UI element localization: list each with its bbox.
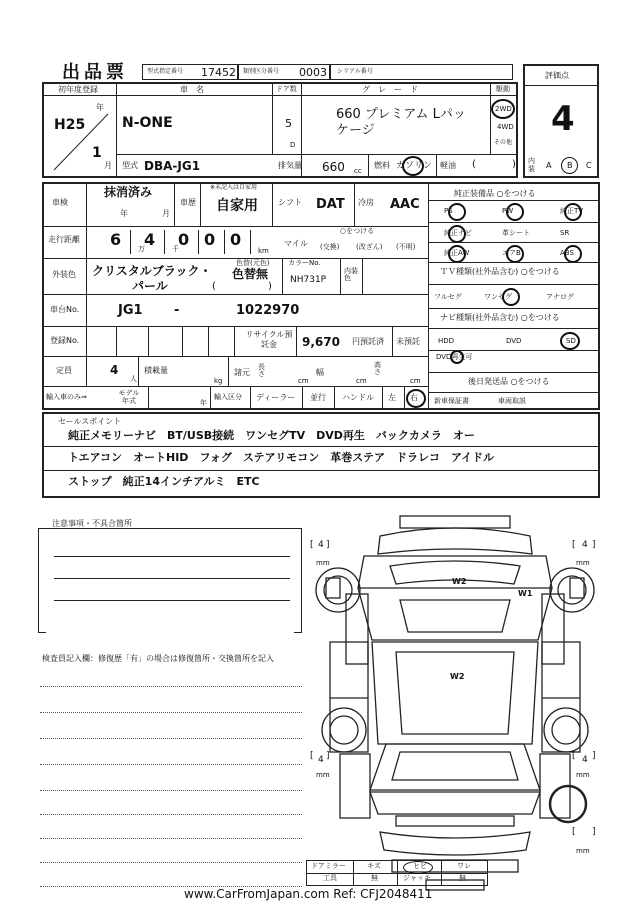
drive-2wd: 2WD [495,105,512,113]
model-year-label: モデル年式 [118,389,140,405]
light-oil-label: 軽油 [440,161,456,170]
chassis-dash: - [174,303,180,318]
model-year-unit: 年 [200,399,207,407]
equipment-item: 純正AW [444,249,470,257]
recycle-unit: 円預託済 [352,337,384,346]
serial-label: シリアル番号 [337,68,373,75]
model-cert-value: 17452 [201,66,236,79]
equipment-item: 純正ナビ [444,229,472,237]
repaint-value: 色替無 [232,267,269,281]
equipment-circle [448,203,466,221]
tools-none: 無 [371,874,378,882]
fuel-value: ガソリン [396,161,433,171]
mileage-digit: 4 [144,230,156,249]
recycle-no: 未預託 [396,337,420,346]
class-no-label: 類別区分番号 [243,68,280,75]
equipment-item: PW [502,207,514,215]
history-label: 車歴 [180,198,196,207]
repaint-paren-open: ( [212,281,216,292]
tv-item: フルセグ [434,293,462,301]
spare-mm: mm [576,847,590,855]
spare-bracket-r: ] [592,827,596,837]
handle-label: ハンドル [342,393,374,402]
dvd-play: DVD再生可 [436,353,473,361]
first-reg-month: 1 [92,145,102,161]
score-value: 4 [551,99,575,139]
aftermarket-title: 後日発送品 ○をつける [468,377,550,386]
damage-mark-roof: W2 [450,672,465,681]
serial-cell [330,64,513,80]
equipment-item: 純正TV [560,207,584,215]
equipment-circle [448,225,466,243]
tire-rl-mm: mm [316,771,330,779]
interior-label: 内装 [528,157,535,173]
caution-box [38,528,302,632]
interior-a: A [546,161,552,170]
tire-fl-bracket-l: [ [310,540,314,550]
spare-bracket-l: [ [572,827,576,837]
month-unit: 月 [104,161,112,170]
tire-rr-mm: mm [576,771,590,779]
damage-mark-front: W2 [452,577,467,586]
dims-width-cm: cm [356,377,367,385]
equipment-panel [428,182,600,410]
sales-points-block [42,412,600,498]
tire-rr-depth: 4 [582,755,588,765]
mileage-digit: 0 [230,230,242,249]
color-line1: クリスタルブラック・ [92,264,212,278]
mileage-digit: 0 [204,230,216,249]
dims-label: 諸元 [234,368,250,377]
repaint-label: 色替(元色) [236,259,270,267]
sales-label: セールスポイント [58,417,122,426]
year-unit: 年 [96,103,104,112]
doors-unit: D [290,141,296,149]
dims-length: 長さ [258,363,265,378]
mileage-km: km [258,247,269,255]
displacement-value: 660 [322,160,345,174]
inspection-month-unit: 月 [162,209,170,218]
model-cert-label: 型式指定番号 [147,68,184,75]
interior-b: B [567,161,573,170]
model-cert-cell [142,64,238,80]
capacity-label: 定員 [56,366,72,375]
handle-right: 右 [410,393,418,402]
load-label: 積載量 [144,366,168,375]
recycle-value: 9,670 [302,335,340,349]
shift-value: DAT [316,197,345,212]
cc-unit: cc [354,167,362,175]
tv-item: ワンセグ [484,293,512,301]
color-label: 外装色 [52,270,76,279]
tv-item: アナログ [546,293,574,301]
first-reg-label: 初年度登録 [58,85,98,94]
nav-item: HDD [438,337,455,345]
chassis-prefix: JG1 [118,303,143,318]
break-label: ワレ [457,862,471,870]
import-dealer: ディーラー [256,393,296,402]
color-no-label: カラーNo. [288,259,321,267]
tv-circle [502,288,520,306]
tire-rl-bracket-r: ] [326,751,330,761]
color-line2: パール [132,279,168,293]
nav-item: SD [566,337,576,345]
import-type-label: 輸入区分 [214,393,242,401]
door-mirror-label: ドアミラー [311,862,346,870]
history-note: ※未記入は自家用 [210,184,258,191]
mileage-man: 万 [138,245,145,253]
fuel-circle [402,156,424,176]
mile-label: マイル [284,239,308,248]
recycle-label: リサイクル預託金 [245,330,293,349]
nav-item: DVD [506,337,522,345]
color-no-value: NH731P [290,275,327,285]
dims-width: 幅 [316,368,324,377]
grade-line2: ケージ [336,123,375,138]
dvd-circle [450,350,464,364]
chassis-label: 車台No. [50,305,80,314]
caution-label: 注意事項・不具合箇所 [52,519,132,528]
fuel-paren-open: ( [472,159,476,170]
equipment-item: ABS [560,249,574,257]
tire-fl-bracket-r: ] [326,540,330,550]
interior-c: C [586,161,592,170]
sales-line1: 純正メモリーナビ BT/USB接続 ワンセグTV DVD再生 バックカメラ オー [68,429,475,442]
mileage-digit: 6 [110,230,122,249]
aftermarket-item: 車両取説 [498,397,526,405]
int-color-label: 内装色 [344,267,358,282]
model-label: 型式 [122,161,138,170]
first-reg-slash [50,110,112,176]
history-value: 自家用 [216,198,258,214]
equipment-item: エアB [502,249,521,257]
tools-label: 工具 [323,874,337,882]
doors-label: ドア数 [276,85,297,93]
tire-fl-mm: mm [316,559,330,567]
mileage-unknown: (不明) [396,243,416,251]
car-name-value: N-ONE [122,115,173,131]
reg-label: 登録No. [50,336,80,345]
tv-title: ＴＶ種類(社外品含む) ○をつける [440,267,560,276]
watermark: www.CarFromJapan.com Ref: CFJ2048411 [184,887,433,901]
fuel-paren-close: ) [512,159,516,170]
import-label: 輸入車のみ⇒ [46,393,87,401]
drive-other: その他 [494,139,513,146]
model-value: DBA-JG1 [144,159,201,173]
mileage-digits [104,226,274,258]
dims-length-cm: cm [298,377,309,385]
inspection-year-unit: 年 [120,209,128,218]
aircon-value: AAC [390,197,420,212]
mileage-sen: 千 [172,245,179,253]
mileage-exchange: (交換) [320,243,340,251]
tire-fr-bracket-r: ] [592,540,596,550]
chassis-number: 1022970 [236,303,300,318]
inspection-value: 抹消済み [104,185,153,199]
nav-title: ナビ種類(社外品含む) ○をつける [440,313,560,322]
aftermarket-item: 新車保証書 [434,397,469,405]
fuel-label: 燃料 [374,161,390,170]
drive-label: 駆動 [496,85,510,93]
crack-circle [403,861,433,874]
equipment-item: SR [560,229,570,237]
class-no-value: 0003 [299,66,327,79]
car-name-label: 車 名 [180,85,204,94]
interior-b-circle [561,157,578,174]
jack-none: 無 [459,874,466,882]
nav-circle [560,332,580,350]
handle-left: 左 [388,393,396,402]
scratch-label: キズ [367,862,381,870]
repaint-paren-close: ) [268,281,272,292]
grade-label: グ レ ー ド [362,85,418,94]
doors-value: 5 [285,117,292,130]
equipment-title: 純正装備品 ○をつける [454,189,536,198]
aircon-label: 冷房 [358,198,374,207]
tire-rl-bracket-l: [ [310,751,314,761]
tire-fr-mm: mm [576,559,590,567]
drive-4wd: 4WD [497,123,514,131]
score-label: 評価点 [545,71,569,80]
inspector-label: 検査員記入欄：修復歴「有」の場合は修復箇所・交換箇所を記入 [42,654,274,663]
tire-rr-bracket-l: [ [572,751,576,761]
damage-mark-side: W1 [518,589,533,598]
tire-fr-depth: 4 [582,540,588,550]
equipment-circle [564,245,582,263]
equipment-circle [506,203,524,221]
first-reg-year: H25 [54,117,86,133]
mileage-modified: (改ざん) [356,243,383,251]
capacity-value: 4 [110,363,119,377]
tire-fl-depth: 4 [318,540,324,550]
tire-fr-bracket-l: [ [572,540,576,550]
equipment-circle [564,203,582,221]
import-parallel: 並行 [310,393,326,402]
equipment-circle [506,245,524,263]
shift-label: シフト [278,198,302,207]
displacement-label: 排気量 [278,161,302,170]
dims-height-cm: cm [410,377,421,385]
sales-line3: ストップ 純正14インチアルミ ETC [68,475,260,488]
crack-label: ヒビ [413,862,427,870]
handle-right-circle [406,389,426,408]
class-no-cell [238,64,330,80]
tire-rr-bracket-r: ] [592,751,596,761]
load-kg: kg [214,377,223,385]
car-diagram [300,508,610,898]
equipment-item: PS [444,207,453,215]
grade-line1: 660 プレミアム Lパッ [336,107,466,122]
equipment-item: 革シート [502,229,530,237]
jack-label: ジャッキ [403,874,431,882]
mileage-label: 走行距離 [48,235,80,244]
accessory-table [306,860,488,886]
sales-line2: トエアコン オートHID フォグ ステアリモコン 革巻ステア ドラレコ アイドル [68,451,495,464]
mileage-digit: 0 [178,230,190,249]
dims-height: 高さ [374,361,381,376]
equipment-circle [448,245,466,263]
form-title: 出品票 [62,62,128,83]
mileage-mark-label: ○をつける [340,227,375,235]
capacity-unit: 人 [130,375,137,383]
drive-2wd-circle [491,99,515,119]
tire-rl-depth: 4 [318,755,324,765]
inspection-label: 車検 [52,198,68,207]
